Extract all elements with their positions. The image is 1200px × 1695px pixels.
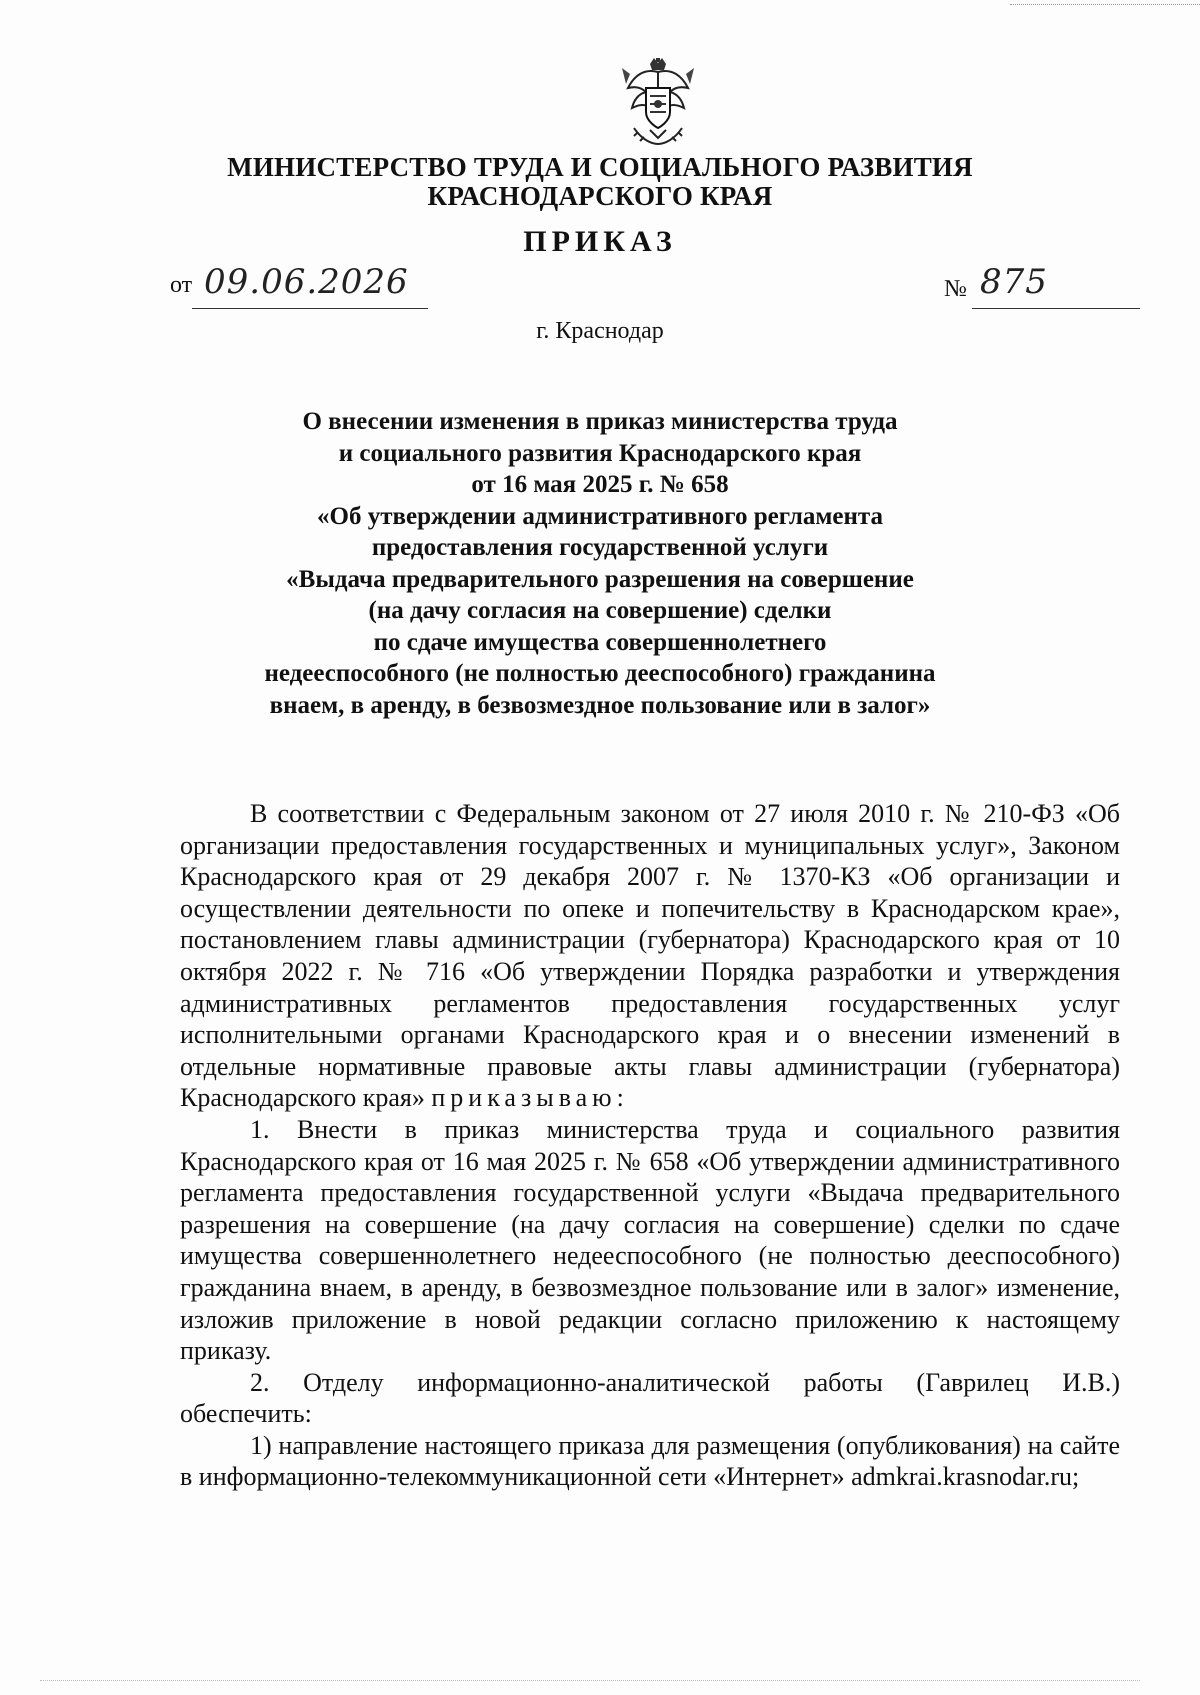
preamble-paragraph: [180, 798, 1120, 1114]
title-line: недееспособного (не полностью дееспособного) гражданина: [264, 660, 936, 687]
item-2-paragraph: 2. Отделу информационно-аналитической работы (Гаврилец И.В.) обеспечить:: [180, 1367, 1120, 1429]
scan-bottom-edge: [40, 1680, 1140, 1681]
title-line: «Выдача предварительного разрешения на совершение: [286, 565, 914, 593]
date-prefix: от: [170, 272, 193, 298]
order-date: 09.06.2026: [204, 262, 409, 302]
title-line: по сдаче имущества совершеннолетнего: [373, 628, 827, 656]
order-directive: приказываю:: [431, 1083, 629, 1113]
title-line: от 16 мая 2025 г. № 658: [471, 471, 729, 498]
document-type: ПРИКАЗ: [523, 225, 677, 258]
title-line: внаем, в аренду, в безвозмездное пользование или в залог»: [269, 691, 931, 719]
order-number: 875: [980, 262, 1048, 302]
preamble-text: В соответствии с Федеральным законом от 27 июля 2010 г. № 210-ФЗ «Об организации предоставления государственных и муниципальных услуг», Законом Краснодарского края от 29 декабря 2007 г. № 1370-КЗ «Об организации и осуществлении деятельности по опеке и попечительству в Краснодарском крае», постановлением главы администрации (губернатора) Краснодарского края от 10 октября 2022 г. № 716 «Об утверждении Порядка разработки и утверждения административных регламентов предоставления государственных услуг исполнительными органами Краснодарского края и о внесении изменений в отдельные нормативные правовые акты главы администрации (губернатора) Краснодарского края»: [180, 799, 1120, 1113]
scan-edge-line: [1010, 4, 1200, 5]
city-name: г. Краснодар: [536, 318, 664, 344]
date-underline: [192, 308, 428, 309]
ministry-name-line1: МИНИСТЕРСТВО ТРУДА И СОЦИАЛЬНОГО РАЗВИТИЯ: [227, 152, 973, 182]
number-underline: [972, 308, 1140, 309]
title-line: (на дачу согласия на совершение) сделки: [368, 597, 832, 624]
title-line: «Об утверждении административного регламента: [317, 502, 883, 530]
title-line: О внесении изменения в приказ министерства труда: [302, 408, 898, 435]
document-title: [150, 406, 1050, 721]
number-prefix: №: [944, 276, 967, 302]
coat-of-arms-icon: [620, 58, 696, 146]
item-2-1-paragraph: 1) направление настоящего приказа для размещения (опубликования) на сайте в информационно-телекоммуникационной сети «Интернет» admkrai.krasnodar.ru;: [180, 1430, 1120, 1492]
title-line: предоставления государственной услуги: [371, 534, 829, 561]
document-body: [180, 798, 1120, 1493]
title-line: и социального развития Краснодарского края: [338, 439, 862, 467]
item-1-paragraph: 1. Внести в приказ министерства труда и социального развития Краснодарского края от 16 мая 2025 г. № 658 «Об утверждении административного регламента предоставления государственной услуги «Выдача предварительного разрешения на совершение (на дачу согласия на совершение) сделки по сдаче имущества совершеннолетнего недееспособного (не полностью дееспособного) гражданина внаем, в аренду, в безвозмездное пользование или в залог» изменение, изложив приложение в новой редакции согласно приложению к настоящему приказу.: [180, 1114, 1120, 1366]
ministry-name-line2: КРАСНОДАРСКОГО КРАЯ: [427, 181, 773, 211]
